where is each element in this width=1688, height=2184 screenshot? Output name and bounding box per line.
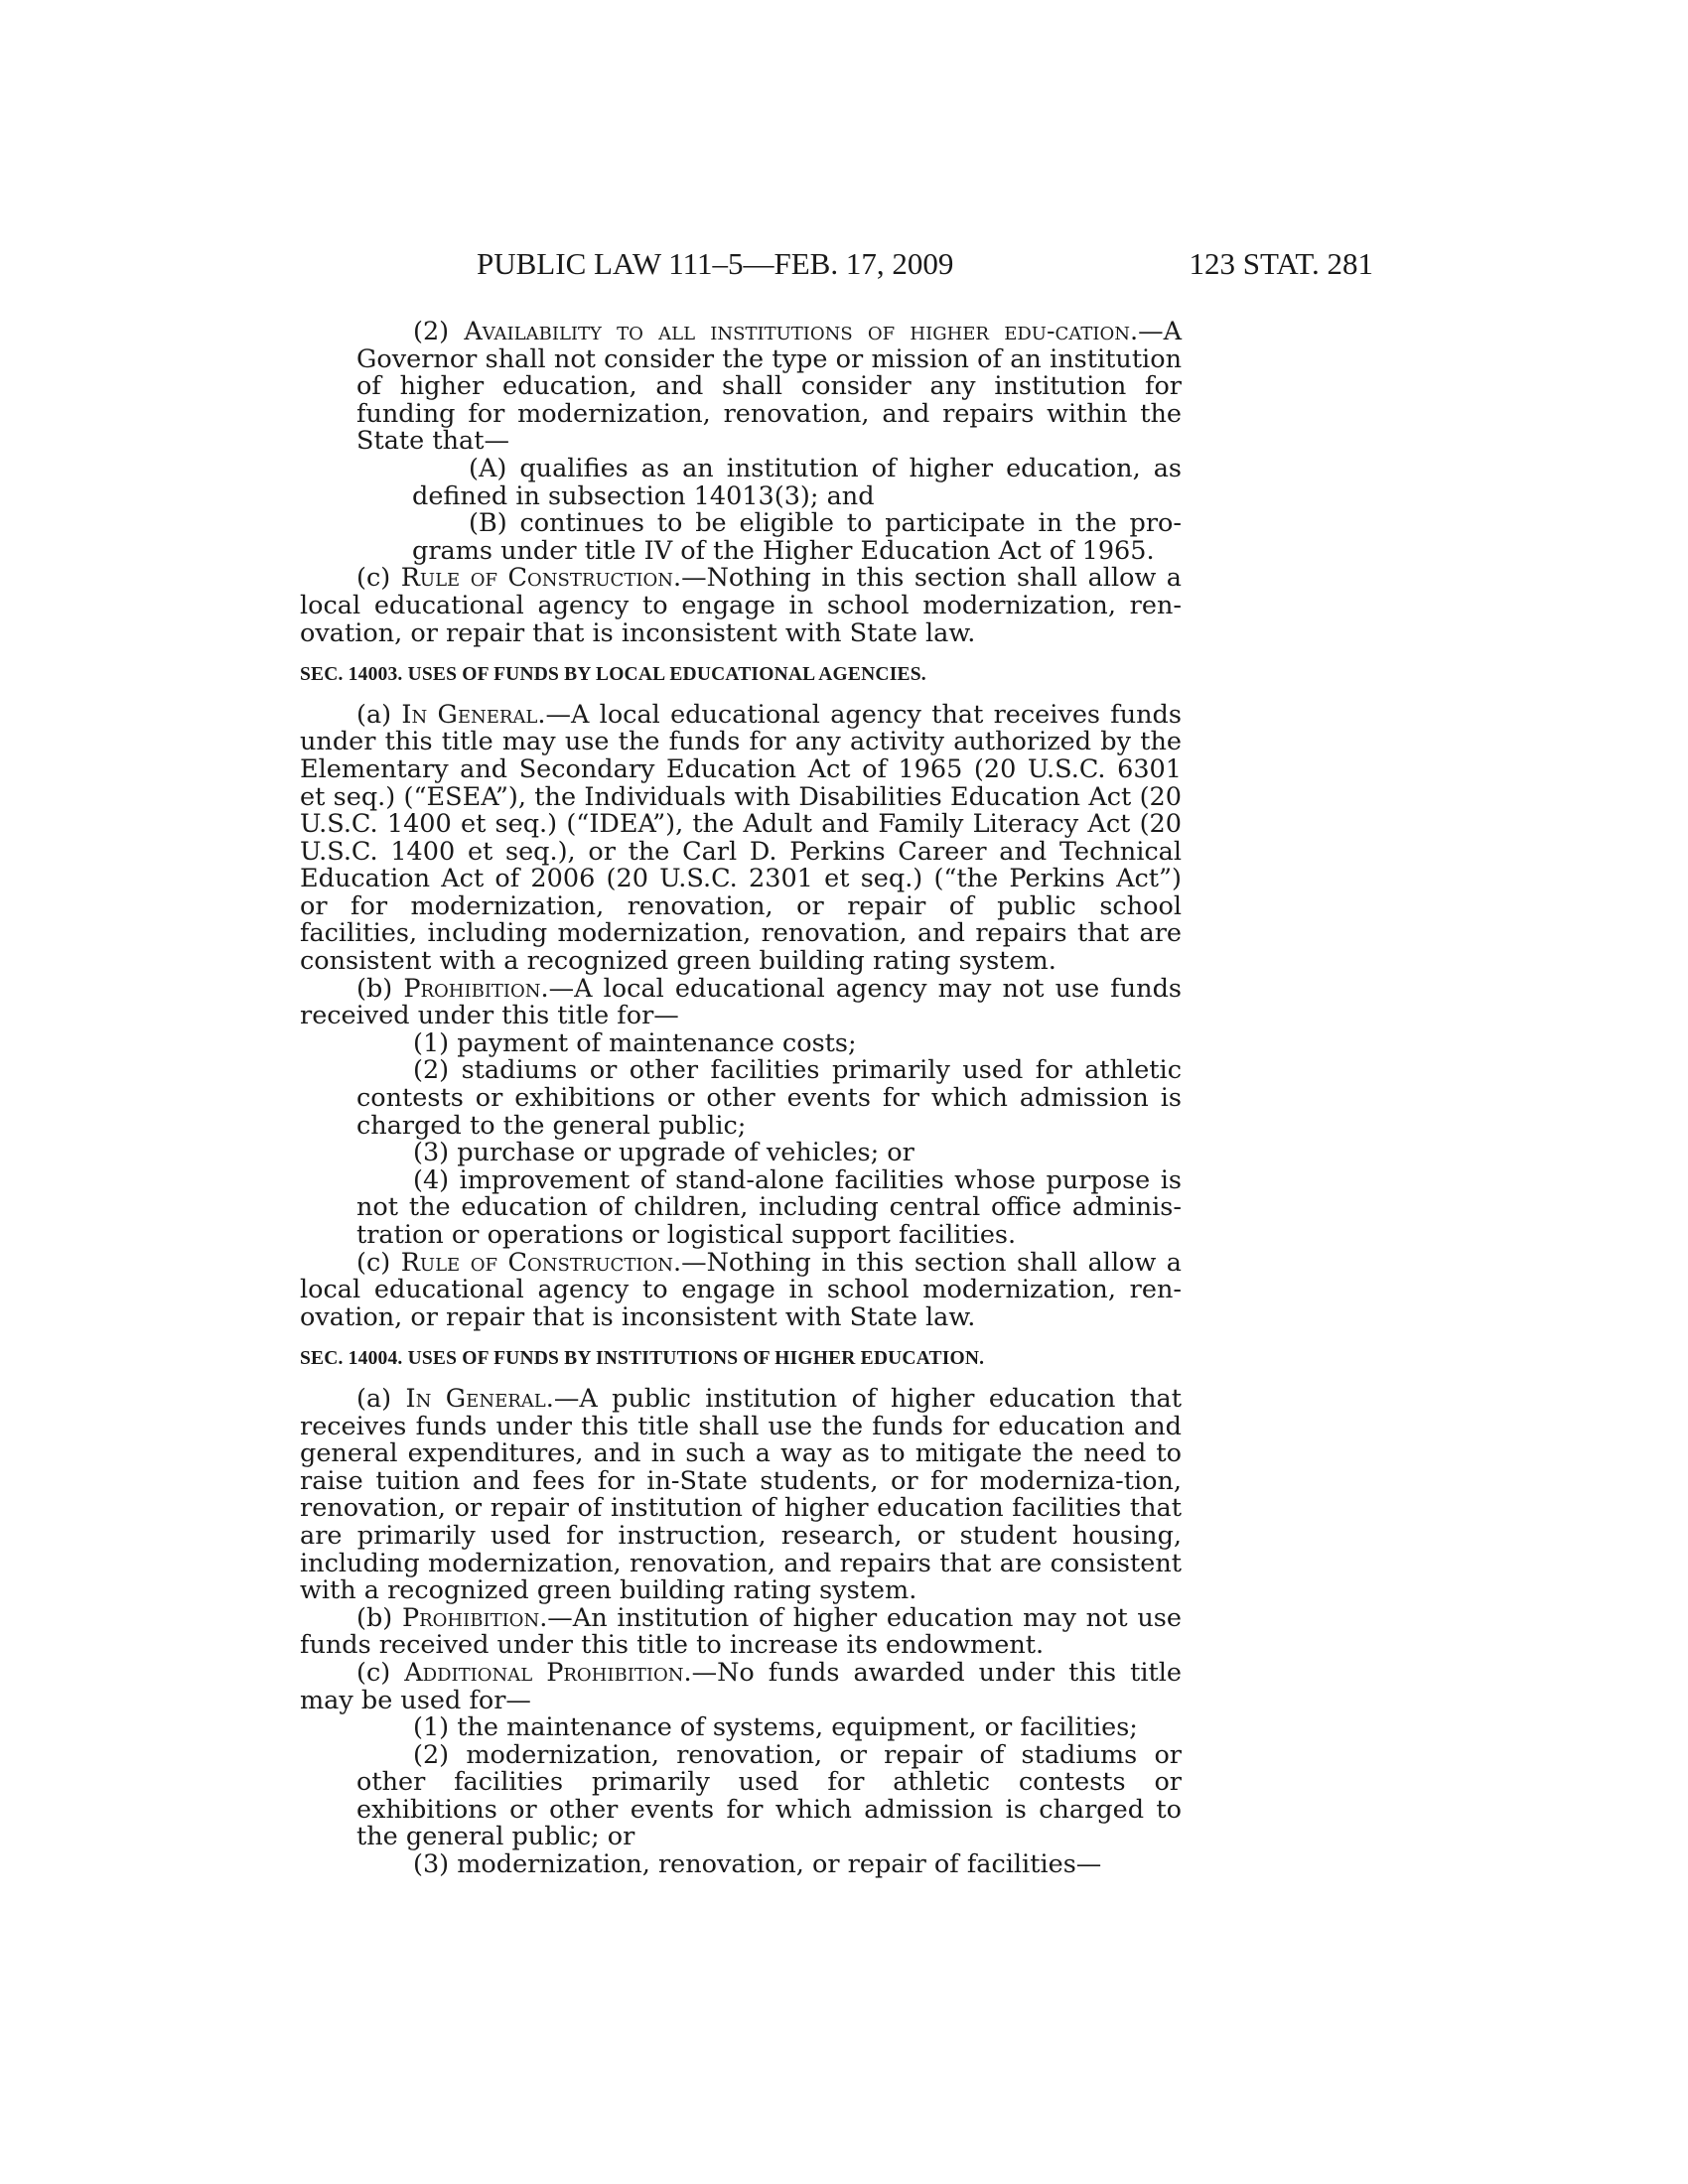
paragraph-heading: Rule of Construction. [400,563,682,594]
section-heading: SEC. 14003. USES OF FUNDS BY LOCAL EDUCATIONAL AGENCIES. [300,664,926,686]
statute-page: 123 STAT. 281 [1189,246,1373,281]
paragraph: (b) Prohibition.—A local educational agency may not use funds received under this title for— [300,973,1183,1031]
list-item: (4) improvement of stand-alone facilities whose purpose is not the education of children, including central office adminis-tration or operations or logistical support facilities. [356,1164,1182,1250]
section-heading: SEC. 14004. USES OF FUNDS BY INSTITUTIONS OF HIGHER EDUCATION. [300,1348,985,1370]
paragraph: (b) Prohibition.—An institution of higher education may not use funds received under this title to increase its endowment. [300,1602,1182,1661]
paragraph: (c) Rule of Construction.—Nothing in this section shall allow a local educational agency to engage in school modernization, ren-ovation, or repair that is inconsistent with State law. [300,1247,1183,1332]
paragraph-heading: Availability to all institutions of higher edu-cation. [464,317,1139,346]
paragraph: (a) In General.—A public institution of higher education that receives funds under this title shall use the funds for education and general expenditures, and in such a way as to mitigate the need to raise tuition and fees for in-State students, or for moderniza-tion, renovation, or repair of institution of higher education facilities that are primarily used for instruction, research, or student housing, including modernization, renovation, and repairs that are consistent with a recognized green building rating system. [300,1383,1182,1606]
list-item: (2) stadiums or other facilities primarily used for athletic contests or exhibitions or other events for which admission is charged to the general public; [356,1055,1182,1141]
paragraph-heading: Additional Prohibition. [404,1657,692,1688]
list-item: (3) modernization, renovation, or repair of facilities— [413,1849,1102,1880]
paragraph: (B) continues to be eligible to participate in the pro-grams under title IV of the Higher Education Act of 1965. [412,508,1182,566]
paragraph-heading: Prohibition. [403,973,549,1004]
paragraph: (c) Additional Prohibition.—No funds awarded under this title may be used for— [300,1657,1182,1715]
paragraph-heading: Prohibition. [401,1602,548,1633]
paragraph: (a) In General.—A local educational agency that receives funds under this title may use the funds for any activity authorized by the Elementary and Secondary Education Act of 1965 (20 U.S.C. 6301 et seq.) (“ESEA”), the Individuals with Disabilities Education Act (20 U.S.C. 1400 et seq.) (“IDEA”), the Adult and Family Literacy Act (20 U.S.C. 1400 et seq.), or the Carl D. Perkins Career and Technical Education Act of 2006 (20 U.S.C. 2301 et seq.) (“the Perkins Act”) or for modernization, renovation, or repair of public school facilities, including modernization, renovation, and repairs that are consistent with a recognized green building rating system. [300,699,1182,977]
paragraph: (c) Rule of Construction.—Nothing in this section shall allow a local educational agency to engage in school modernization, ren-ovation, or repair that is inconsistent with State law. [300,563,1183,648]
paragraph-heading: In General. [405,1383,554,1414]
paragraph-heading: Rule of Construction. [400,1247,682,1278]
document-body [300,319,1182,1879]
page-header [298,244,1373,284]
paragraph-heading: In General. [401,699,546,730]
law-citation: PUBLIC LAW 111–5—FEB. 17, 2009 [477,246,954,281]
list-item: (1) the maintenance of systems, equipment, or facilities; [413,1712,1138,1743]
paragraph: (2) Availability to all institutions of higher edu-cation.—A Governor shall not consider the type or mission of an institution of higher education, and shall consider any institution for funding for modernization, renovation, and repairs within the State that— [356,317,1182,457]
paragraph: (A) qualifies as an institution of higher education, as defined in subsection 14013(3); and [412,453,1182,511]
list-item: (3) purchase or upgrade of vehicles; or [413,1138,914,1168]
list-item: (1) payment of maintenance costs; [413,1027,857,1058]
list-item: (2) modernization, renovation, or repair of stadiums or other facilities primarily used for athletic contests or exhibitions or other events for which admission is charged to the general public; or [356,1739,1182,1852]
